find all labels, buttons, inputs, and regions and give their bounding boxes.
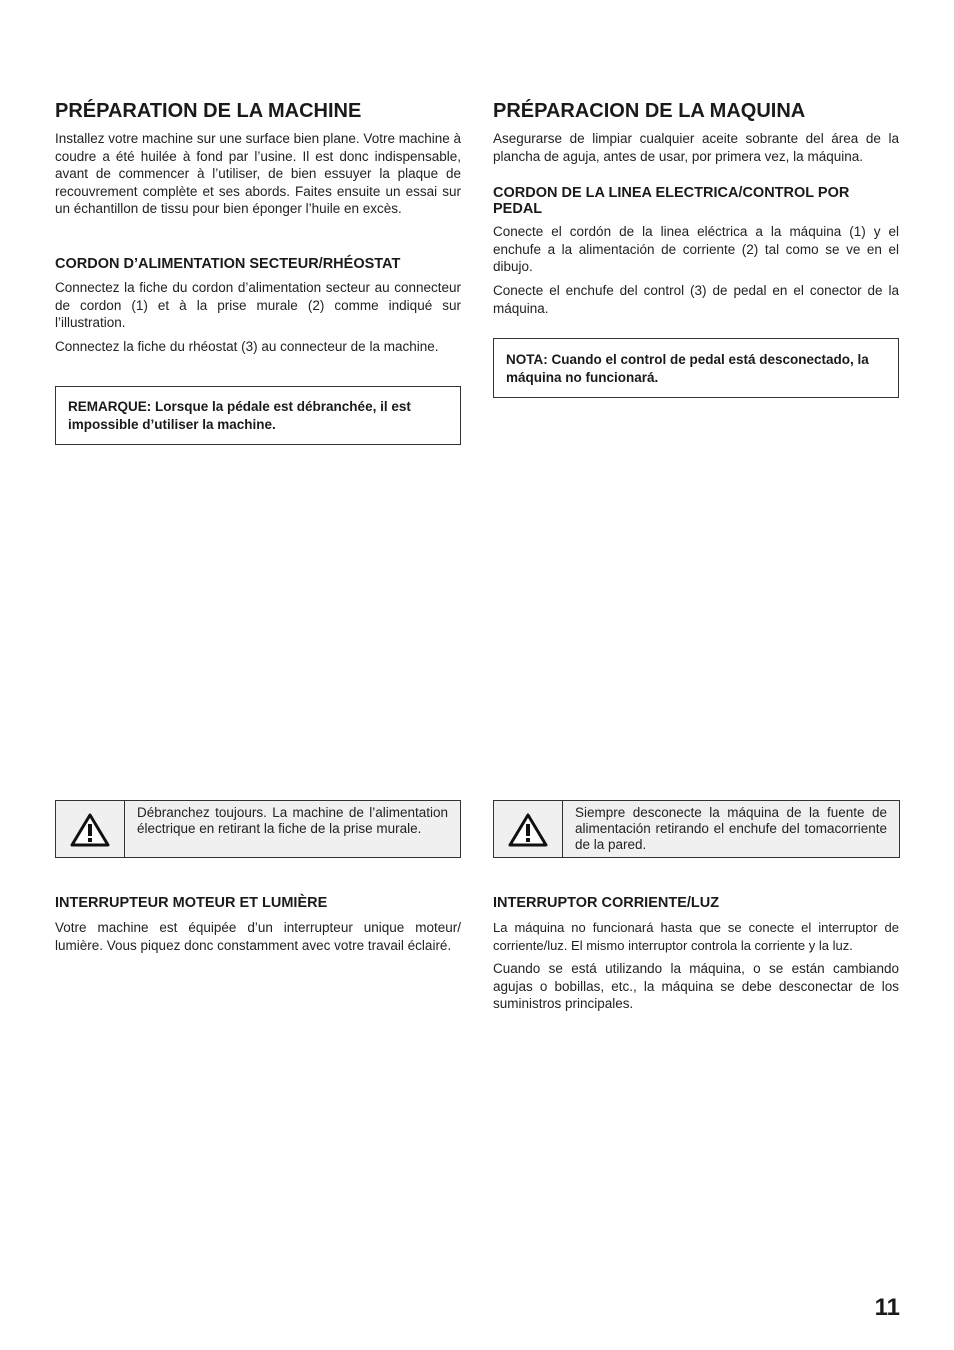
right-section1-paragraph2: Conecte el enchufe del control (3) de pedal en el conector de la máquina. [493, 283, 899, 316]
left-section1-heading: CORDON D’ALIMENTATION SECTEUR/RHÉOSTAT [55, 256, 401, 272]
right-section1-heading: CORDON DE LA LINEA ELECTRICA/CONTROL POR PEDAL [493, 185, 850, 217]
left-section2-heading: INTERRUPTEUR MOTEUR ET LUMIÈRE [55, 895, 328, 911]
warning-triangle-icon [70, 813, 110, 847]
left-note-box [55, 386, 461, 445]
right-intro: Asegurarse de limpiar cualquier aceite sobrante del área de la plancha de aguja, antes de usar, por primera vez, la máquina. [493, 131, 899, 164]
left-note-text: REMARQUE: Lorsque la pédale est débranchée, il est impossible d’utiliser la machine. [68, 399, 411, 432]
right-note-box [493, 338, 899, 398]
right-warning-box [493, 800, 900, 858]
left-intro: Installez votre machine sur une surface bien plane. Votre machine à coudre a été huilée à fond par l’usine. Il est donc indispensable, avant de commencer à l’utiliser, de bien essuyer la plaque de recouvrement complète et ses abords. Faites ensuite un essai sur un échantillon de tissu pour bien éponger l’huile en excès. [55, 131, 461, 217]
right-section2-heading: INTERRUPTOR CORRIENTE/LUZ [493, 895, 720, 911]
right-section2-paragraph1: La máquina no funcionará hasta que se conecte el interruptor de corriente/luz. El mismo interruptor controla la corriente y la luz. [493, 920, 899, 953]
left-section1-paragraph1: Connectez la fiche du cordon d’alimentation secteur au connecteur de cordon (1) et à la prise murale (2) comme indiqué sur l’illustration. [55, 280, 461, 331]
right-title: PRÉPARACION DE LA MAQUINA [493, 100, 806, 122]
warning-triangle-icon [508, 813, 548, 847]
page-number: 11 [874, 1294, 900, 1321]
left-warning-text: Débranchez toujours. La machine de l’alimentation électrique en retirant la fiche de la prise murale. [137, 805, 448, 837]
left-section1-paragraph2: Connectez la fiche du rhéostat (3) au connecteur de la machine. [55, 339, 439, 354]
left-title: PRÉPARATION DE LA MACHINE [55, 100, 362, 122]
right-note-text: NOTA: Cuando el control de pedal está desconectado, la máquina no funcionará. [506, 352, 869, 385]
right-warning-text: Siempre desconecte la máquina de la fuente de alimentación retirando el enchufe del tomacorriente de la pared. [575, 805, 887, 853]
left-section2-paragraph1: Votre machine est équipée d’un interrupteur unique moteur/ lumière. Vous piquez donc constamment avec votre travail éclairé. [55, 920, 461, 953]
right-section1-paragraph1: Conecte el cordón de la linea eléctrica a la máquina (1) y el enchufe a la alimentación de corriente (2) tal como se ve en el dibujo. [493, 224, 899, 275]
right-section2-paragraph2: Cuando se está utilizando la máquina, o se están cambiando agujas o bobillas, etc., la máquina se debe desconectar de los suministros principales. [493, 961, 899, 1012]
left-warning-box [55, 800, 461, 858]
